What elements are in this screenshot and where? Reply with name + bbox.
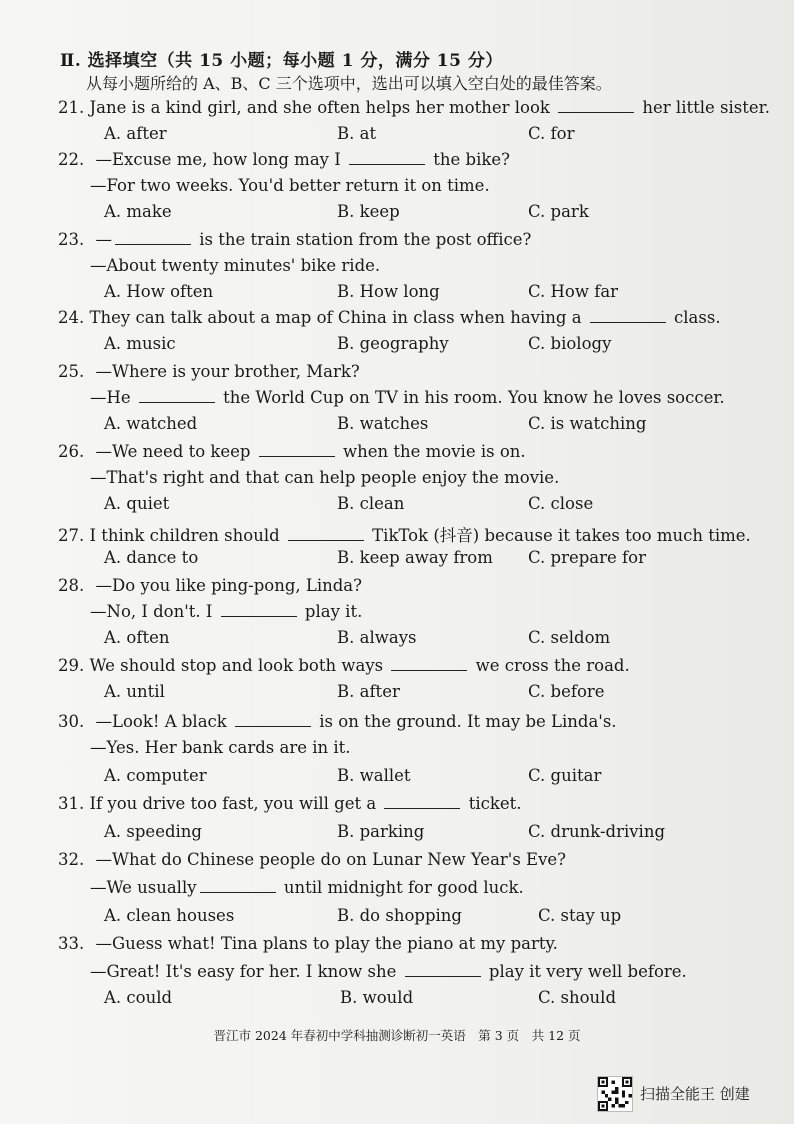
option-b: B. clean xyxy=(337,494,405,513)
option-c: C. for xyxy=(528,124,575,143)
answer-blank xyxy=(115,232,191,245)
dialogue-line: —No, I don't. I play it. xyxy=(90,602,363,621)
option-c: C. is watching xyxy=(528,414,647,433)
question-27-stem: 27. I think children should TikTok (抖音) because it takes too much time. xyxy=(58,526,751,545)
option-a: A. make xyxy=(104,202,172,221)
option-a: A. watched xyxy=(104,414,198,433)
option-b: B. keep xyxy=(337,202,400,221)
question-number: 31. xyxy=(58,794,85,813)
dialogue-line: —Great! It's easy for her. I know she play it very well before. xyxy=(90,962,687,981)
option-b: B. do shopping xyxy=(337,906,462,925)
dialogue-line: —We usually until midnight for good luck. xyxy=(90,878,524,897)
option-b: B. always xyxy=(337,628,417,647)
option-a: A. speeding xyxy=(104,822,202,841)
option-a: A. How often xyxy=(104,282,214,301)
option-c: C. close xyxy=(528,494,594,513)
option-b: B. How long xyxy=(337,282,440,301)
option-c: C. seldom xyxy=(528,628,611,647)
answer-blank xyxy=(590,310,666,323)
question-24-stem: 24. They can talk about a map of China in class when having a class. xyxy=(58,308,721,327)
option-b: B. wallet xyxy=(337,766,411,785)
question-21-stem: 21. Jane is a kind girl, and she often helps her mother look her little sister. xyxy=(58,98,770,117)
question-28-stem: 28. —Do you like ping-pong, Linda? xyxy=(58,576,362,595)
question-number: 24. xyxy=(58,308,85,327)
option-b: B. after xyxy=(337,682,400,701)
question-number: 21. xyxy=(58,98,85,117)
question-25-stem: 25. —Where is your brother, Mark? xyxy=(58,362,360,381)
question-number: 28. xyxy=(58,576,85,595)
dialogue-line: —For two weeks. You'd better return it on time. xyxy=(90,176,490,195)
option-a: A. until xyxy=(104,682,165,701)
answer-blank xyxy=(221,604,297,617)
option-c: C. prepare for xyxy=(528,548,646,567)
option-b: B. keep away from xyxy=(337,548,493,567)
answer-blank xyxy=(405,964,481,977)
question-number: 27. xyxy=(58,526,85,545)
option-c: C. guitar xyxy=(528,766,602,785)
question-number: 25. xyxy=(58,362,85,381)
qr-code-icon xyxy=(597,1076,633,1112)
option-c: C. biology xyxy=(528,334,612,353)
question-32-stem: 32. —What do Chinese people do on Lunar New Year's Eve? xyxy=(58,850,567,869)
question-29-stem: 29. We should stop and look both ways we cross the road. xyxy=(58,656,630,675)
dialogue-line: —That's right and that can help people enjoy the movie. xyxy=(90,468,560,487)
option-c: C. park xyxy=(528,202,589,221)
scanner-watermark: 扫描全能王 创建 xyxy=(640,1085,750,1103)
option-a: A. computer xyxy=(104,766,207,785)
option-c: C. How far xyxy=(528,282,619,301)
option-c: C. stay up xyxy=(538,906,622,925)
option-a: A. clean houses xyxy=(104,906,235,925)
question-26-stem: 26. —We need to keep when the movie is on. xyxy=(58,442,526,461)
answer-blank xyxy=(259,444,335,457)
question-number: 33. xyxy=(58,934,85,953)
option-c: C. before xyxy=(528,682,605,701)
question-30-stem: 30. —Look! A black is on the ground. It may be Linda's. xyxy=(58,712,617,731)
answer-blank xyxy=(288,528,364,541)
question-22-stem: 22. —Excuse me, how long may I the bike? xyxy=(58,150,510,169)
question-33-stem: 33. —Guess what! Tina plans to play the piano at my party. xyxy=(58,934,558,953)
question-31-stem: 31. If you drive too fast, you will get a ticket. xyxy=(58,794,522,813)
answer-blank xyxy=(235,714,311,727)
answer-blank xyxy=(558,100,634,113)
option-a: A. quiet xyxy=(104,494,170,513)
question-number: 23. xyxy=(58,230,85,249)
dialogue-line: —He the World Cup on TV in his room. You know he loves soccer. xyxy=(90,388,725,407)
section-title: Ⅱ. 选择填空（共 15 小题；每小题 1 分，满分 15 分） xyxy=(60,51,503,71)
option-a: A. dance to xyxy=(104,548,199,567)
option-a: A. could xyxy=(104,988,173,1007)
answer-blank xyxy=(139,390,215,403)
question-number: 30. xyxy=(58,712,85,731)
option-a: A. music xyxy=(104,334,176,353)
option-b: B. watches xyxy=(337,414,429,433)
section-instruction: 从每小题所给的 A、B、C 三个选项中，选出可以填入空白处的最佳答案。 xyxy=(86,74,612,93)
answer-blank xyxy=(349,152,425,165)
answer-blank xyxy=(391,658,467,671)
option-c: C. drunk-driving xyxy=(528,822,666,841)
question-number: 29. xyxy=(58,656,85,675)
question-23-stem: 23. — is the train station from the post office? xyxy=(58,230,532,249)
option-b: B. parking xyxy=(337,822,425,841)
answer-blank xyxy=(384,796,460,809)
page-footer: 晋江市 2024 年春初中学科抽测诊断初一英语 第 3 页 共 12 页 xyxy=(213,1028,581,1043)
option-b: B. would xyxy=(340,988,414,1007)
dialogue-line: —About twenty minutes' bike ride. xyxy=(90,256,381,275)
option-a: A. often xyxy=(104,628,170,647)
question-number: 32. xyxy=(58,850,85,869)
option-b: B. at xyxy=(337,124,377,143)
option-a: A. after xyxy=(104,124,167,143)
dialogue-line: —Yes. Her bank cards are in it. xyxy=(90,738,351,757)
question-number: 26. xyxy=(58,442,85,461)
option-c: C. should xyxy=(538,988,617,1007)
question-number: 22. xyxy=(58,150,85,169)
option-b: B. geography xyxy=(337,334,449,353)
answer-blank xyxy=(200,880,276,893)
